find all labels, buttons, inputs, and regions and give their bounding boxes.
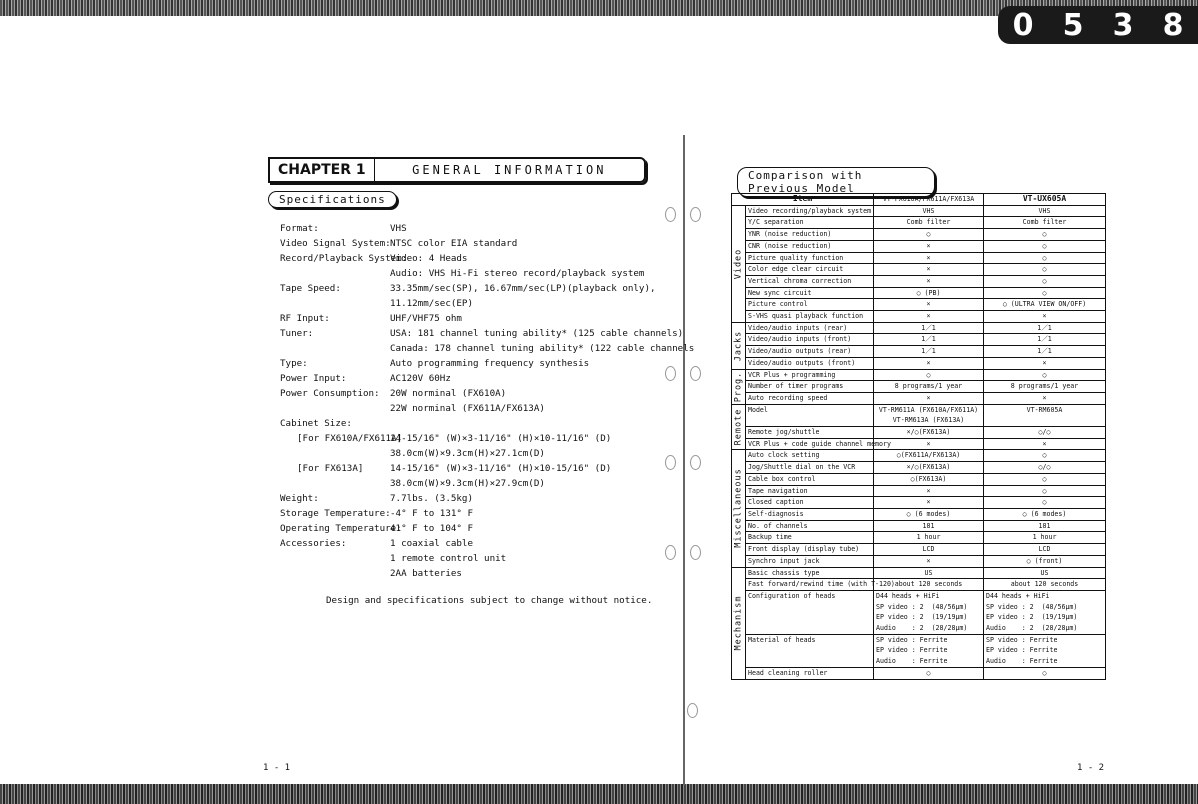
spec-label: [For FX610A/FX611A]: [297, 433, 403, 444]
table-row: [732, 322, 1106, 334]
spec-row: [280, 536, 694, 551]
page-footer-right: 1 - 2: [1077, 763, 1105, 773]
binder-hole: [690, 207, 701, 222]
spec-value: Audio: VHS Hi-Fi stereo record/playback system: [390, 268, 645, 279]
spec-value: Video: 4 Heads: [390, 253, 468, 264]
value-new-cell: Comb filter: [874, 217, 984, 229]
table-row: [732, 381, 1106, 393]
value-new-cell: ○ (PB): [874, 287, 984, 299]
spec-label: RF Input:: [280, 313, 330, 324]
group-label-cell: [732, 404, 746, 450]
value-prev-cell: ○ (6 modes): [984, 508, 1106, 520]
item-cell: Fast forward/rewind time (with T-120): [746, 579, 874, 591]
table-header-row: [732, 194, 1106, 206]
spec-value: USA: 181 channel tuning ability* (125 cable channels): [390, 328, 684, 339]
item-cell: Video/audio inputs (front): [746, 334, 874, 346]
spec-row: [280, 386, 694, 401]
table-row: [732, 299, 1106, 311]
group-label-cell: [732, 369, 746, 404]
value-prev-cell: 1／1: [984, 334, 1106, 346]
spec-value: 38.0cm(W)×9.3cm(H)×27.9cm(D): [390, 478, 545, 489]
group-label: Jacks: [733, 330, 744, 361]
value-new-cell: 1／1: [874, 346, 984, 358]
table-row: [732, 369, 1106, 381]
value-prev-cell: ○: [984, 229, 1106, 241]
spec-row: [280, 491, 694, 506]
item-cell: Video recording/playback system: [746, 205, 874, 217]
value-new-cell: 1 hour: [874, 532, 984, 544]
spec-value: 14-15/16" (W)×3-11/16" (H)×10-11/16" (D): [390, 433, 612, 444]
value-new-cell: ○(FX611A/FX613A): [874, 450, 984, 462]
comparison-table: [731, 193, 1106, 680]
chapter-number: CHAPTER 1: [270, 159, 375, 181]
spec-row: [280, 311, 694, 326]
item-cell: Auto recording speed: [746, 392, 874, 404]
value-new-cell: ○ (6 modes): [874, 508, 984, 520]
table-row: [732, 427, 1106, 439]
spec-row: [280, 401, 694, 416]
table-row: [732, 404, 1106, 426]
table-row: [732, 346, 1106, 358]
group-label: Prog.: [733, 371, 744, 402]
item-cell: Synchro input jack: [746, 555, 874, 567]
section-comparison: Comparison with Previous Model: [737, 167, 935, 197]
value-new-cell: ×: [874, 497, 984, 509]
value-new-cell: ×: [874, 485, 984, 497]
value-prev-cell: ○/○: [984, 462, 1106, 474]
value-new-cell: ×: [874, 299, 984, 311]
table-row: [732, 555, 1106, 567]
table-row: [732, 532, 1106, 544]
value-new-cell: 8 programs/1 year: [874, 381, 984, 393]
item-cell: Configuration of heads: [746, 590, 874, 634]
value-new-cell: ×: [874, 357, 984, 369]
item-cell: Tape navigation: [746, 485, 874, 497]
item-cell: Model: [746, 404, 874, 426]
group-label: Miscellaneous: [733, 468, 744, 549]
table-row: [732, 252, 1106, 264]
item-cell: Video/audio inputs (rear): [746, 322, 874, 334]
spec-row: [280, 281, 694, 296]
spec-label: [280, 551, 390, 566]
table-row: [732, 462, 1106, 474]
page-digit: 8: [1162, 7, 1184, 43]
item-cell: CNR (noise reduction): [746, 240, 874, 252]
value-new-cell: ×: [874, 438, 984, 450]
table-row: [732, 240, 1106, 252]
item-cell: Color edge clear circuit: [746, 264, 874, 276]
value-new-cell: VHS: [874, 205, 984, 217]
item-cell: New sync circuit: [746, 287, 874, 299]
spec-label: [280, 266, 390, 281]
spec-value: 1 remote control unit: [390, 553, 507, 564]
spec-label: Tuner:: [280, 328, 314, 339]
spec-label: Storage Temperature:: [280, 508, 391, 519]
table-row: [732, 544, 1106, 556]
item-cell: Auto clock setting: [746, 450, 874, 462]
item-cell: No. of channels: [746, 520, 874, 532]
value-prev-cell: 181: [984, 520, 1106, 532]
spec-value: 14-15/16" (W)×3-11/16" (H)×10-15/16" (D): [390, 463, 612, 474]
spec-label: Record/Playback System:: [280, 253, 408, 264]
page-digit: 0: [1012, 7, 1034, 43]
value-new-cell: ○: [874, 667, 984, 679]
table-row: [732, 450, 1106, 462]
spec-row: [280, 296, 694, 311]
value-prev-cell: D44 heads + HiFi SP video : 2 (48/56μm) EP video : 2 (19/19μm) Audio : 2 (28/28μm): [984, 590, 1106, 634]
spec-label: Operating Temperature:: [280, 523, 402, 534]
item-cell: Number of timer programs: [746, 381, 874, 393]
spec-value: 2AA batteries: [390, 568, 462, 579]
value-prev-cell: ○: [984, 275, 1106, 287]
value-prev-cell: ○: [984, 252, 1106, 264]
spec-value: UHF/VHF75 ohm: [390, 313, 462, 324]
value-new-cell: ×: [874, 252, 984, 264]
value-prev-cell: 1 hour: [984, 532, 1106, 544]
spec-row: [280, 221, 694, 236]
value-prev-cell: 8 programs/1 year: [984, 381, 1106, 393]
spec-row: [280, 566, 694, 581]
spec-row: [280, 446, 694, 461]
spec-row: [280, 251, 694, 266]
value-new-cell: ×: [874, 264, 984, 276]
table-row: [732, 497, 1106, 509]
value-prev-cell: VHS: [984, 205, 1106, 217]
header-item: Item: [732, 194, 874, 206]
item-cell: Backup time: [746, 532, 874, 544]
value-prev-cell: US: [984, 567, 1106, 579]
value-prev-cell: ○: [984, 264, 1106, 276]
value-new-cell: SP video : Ferrite EP video : Ferrite Audio : Ferrite: [874, 634, 984, 667]
spec-label: Cabinet Size:: [280, 418, 352, 429]
value-new-cell: 1／1: [874, 334, 984, 346]
table-row: [732, 264, 1106, 276]
value-prev-cell: ○: [984, 473, 1106, 485]
item-cell: Picture quality function: [746, 252, 874, 264]
spec-label: [280, 296, 390, 311]
spec-value: Canada: 178 channel tuning ability* (122 cable channels: [390, 343, 695, 354]
spec-row: [280, 416, 694, 431]
value-new-cell: LCD: [874, 544, 984, 556]
spec-row: [280, 326, 694, 341]
table-row: [732, 205, 1106, 217]
group-label-cell: [732, 450, 746, 567]
value-prev-cell: ○/○: [984, 427, 1106, 439]
group-label: Mechanism: [733, 595, 744, 651]
header-model-prev: VT-UX605A: [984, 194, 1106, 206]
page-footer-left: 1 - 1: [263, 763, 291, 773]
spec-label: Power Input:: [280, 373, 347, 384]
table-row: [732, 217, 1106, 229]
table-row: [732, 520, 1106, 532]
spec-label: Video Signal System:: [280, 238, 391, 249]
table-row: [732, 311, 1106, 323]
value-prev-cell: ○: [984, 450, 1106, 462]
spec-label: [280, 446, 390, 461]
section-specifications: Specifications: [268, 191, 397, 208]
group-label-cell: [732, 322, 746, 369]
table-row: [732, 334, 1106, 346]
spec-row: [280, 431, 694, 446]
value-new-cell: ×/○(FX613A): [874, 427, 984, 439]
spec-value: NTSC color EIA standard: [390, 238, 518, 249]
value-prev-cell: ×: [984, 311, 1106, 323]
binder-hole: [665, 207, 676, 222]
group-label: Video: [733, 248, 744, 280]
value-prev-cell: ○: [984, 667, 1106, 679]
item-cell: Remote jog/shuttle: [746, 427, 874, 439]
value-prev-cell: ×: [984, 357, 1106, 369]
value-prev-cell: 1／1: [984, 322, 1106, 334]
spec-label: [For FX613A]: [297, 463, 364, 474]
spec-value: 41° F to 104° F: [390, 523, 473, 534]
spec-value: 33.35mm/sec(SP), 16.67mm/sec(LP)(playback only),: [390, 283, 656, 294]
spec-value: 38.0cm(W)×9.3cm(H)×27.1cm(D): [390, 448, 545, 459]
item-cell: Cable box control: [746, 473, 874, 485]
spec-label: [280, 476, 390, 491]
table-row: [732, 579, 1106, 591]
spec-row: [280, 341, 694, 356]
value-new-cell: ×/○(FX613A): [874, 462, 984, 474]
spec-row: [280, 551, 694, 566]
spec-value: 11.12mm/sec(EP): [390, 298, 473, 309]
spec-row: [280, 461, 694, 476]
spec-row: [280, 236, 694, 251]
value-new-cell: 1／1: [874, 322, 984, 334]
spec-label: Power Consumption:: [280, 388, 380, 399]
item-cell: Head cleaning roller: [746, 667, 874, 679]
item-cell: Y/C separation: [746, 217, 874, 229]
value-prev-cell: Comb filter: [984, 217, 1106, 229]
spec-value: 1 coaxial cable: [390, 538, 473, 549]
spec-label: [280, 401, 390, 416]
value-new-cell: ○(FX613A): [874, 473, 984, 485]
value-prev-cell: about 120 seconds: [984, 579, 1106, 591]
value-new-cell: 181: [874, 520, 984, 532]
spec-label: [280, 566, 390, 581]
value-new-cell: about 120 seconds: [874, 579, 984, 591]
spec-value: Auto programming frequency synthesis: [390, 358, 590, 369]
specs-note: Design and specifications subject to change without notice.: [326, 595, 653, 606]
spec-value: -4° F to 131° F: [390, 508, 473, 519]
value-prev-cell: ○ (ULTRA VIEW ON/OFF): [984, 299, 1106, 311]
item-cell: VCR Plus + code guide channel memory: [746, 438, 874, 450]
spec-value: 7.7lbs. (3.5kg): [390, 493, 473, 504]
value-new-cell: VT-RM611A (FX610A/FX611A) VT-RM613A (FX613A): [874, 404, 984, 426]
page-digit: 5: [1062, 7, 1084, 43]
value-new-cell: ×: [874, 311, 984, 323]
item-cell: Jog/Shuttle dial on the VCR: [746, 462, 874, 474]
table-row: [732, 357, 1106, 369]
item-cell: Front display (display tube): [746, 544, 874, 556]
spec-row: [280, 371, 694, 386]
value-prev-cell: ○: [984, 240, 1106, 252]
spec-label: Tape Speed:: [280, 283, 341, 294]
table-row: [732, 567, 1106, 579]
value-new-cell: ×: [874, 555, 984, 567]
spec-row: [280, 476, 694, 491]
value-new-cell: ○: [874, 229, 984, 241]
table-row: [732, 485, 1106, 497]
value-prev-cell: ○ (front): [984, 555, 1106, 567]
value-prev-cell: ○: [984, 497, 1106, 509]
table-row: [732, 275, 1106, 287]
spec-label: Type:: [280, 358, 308, 369]
spec-value: 22W norminal (FX611A/FX613A): [390, 403, 545, 414]
table-row: [732, 287, 1106, 299]
value-new-cell: ×: [874, 240, 984, 252]
value-prev-cell: VT-RM605A: [984, 404, 1106, 426]
spec-label: Accessories:: [280, 538, 347, 549]
item-cell: Basic chassis type: [746, 567, 874, 579]
item-cell: VCR Plus + programming: [746, 369, 874, 381]
value-new-cell: ×: [874, 275, 984, 287]
header-model-new: VT-FX610A/FX611A/FX613A: [874, 194, 984, 206]
item-cell: Video/audio outputs (front): [746, 357, 874, 369]
value-new-cell: D44 heads + HiFi SP video : 2 (48/56μm) EP video : 2 (19/19μm) Audio : 2 (28/28μm): [874, 590, 984, 634]
table-row: [732, 634, 1106, 667]
chapter-header: [268, 157, 646, 183]
specifications-list: [280, 221, 694, 581]
value-prev-cell: ×: [984, 438, 1106, 450]
spec-label: [280, 341, 390, 356]
table-row: [732, 438, 1106, 450]
value-new-cell: ○: [874, 369, 984, 381]
item-cell: Picture control: [746, 299, 874, 311]
page-digit: 3: [1112, 7, 1134, 43]
group-label-cell: [732, 567, 746, 679]
item-cell: YNR (noise reduction): [746, 229, 874, 241]
item-cell: S-VHS quasi playback function: [746, 311, 874, 323]
table-row: [732, 590, 1106, 634]
value-prev-cell: LCD: [984, 544, 1106, 556]
group-label-cell: [732, 205, 746, 322]
scan-bottom-edge: [0, 784, 1198, 804]
binder-hole: [687, 703, 698, 718]
spec-value: AC120V 60Hz: [390, 373, 451, 384]
table-row: [732, 392, 1106, 404]
table-row: [732, 473, 1106, 485]
value-prev-cell: ○: [984, 485, 1106, 497]
item-cell: Material of heads: [746, 634, 874, 667]
spec-label: Format:: [280, 223, 319, 234]
table-row: [732, 667, 1106, 679]
value-prev-cell: ×: [984, 392, 1106, 404]
value-new-cell: US: [874, 567, 984, 579]
table-row: [732, 229, 1106, 241]
group-label: Remote: [733, 408, 744, 446]
value-prev-cell: ○: [984, 287, 1106, 299]
spec-row: [280, 521, 694, 536]
item-cell: Video/audio outputs (rear): [746, 346, 874, 358]
value-prev-cell: ○: [984, 369, 1106, 381]
value-prev-cell: 1／1: [984, 346, 1106, 358]
table-row: [732, 508, 1106, 520]
value-new-cell: ×: [874, 392, 984, 404]
spec-row: [280, 266, 694, 281]
item-cell: Self-diagnosis: [746, 508, 874, 520]
chapter-title: GENERAL INFORMATION: [412, 163, 607, 177]
spec-row: [280, 506, 694, 521]
spec-value: VHS: [390, 223, 407, 234]
page-number-tab: [998, 6, 1198, 44]
item-cell: Closed caption: [746, 497, 874, 509]
spec-label: Weight:: [280, 493, 319, 504]
spec-value: 20W norminal (FX610A): [390, 388, 507, 399]
spec-row: [280, 356, 694, 371]
value-prev-cell: SP video : Ferrite EP video : Ferrite Audio : Ferrite: [984, 634, 1106, 667]
item-cell: Vertical chroma correction: [746, 275, 874, 287]
